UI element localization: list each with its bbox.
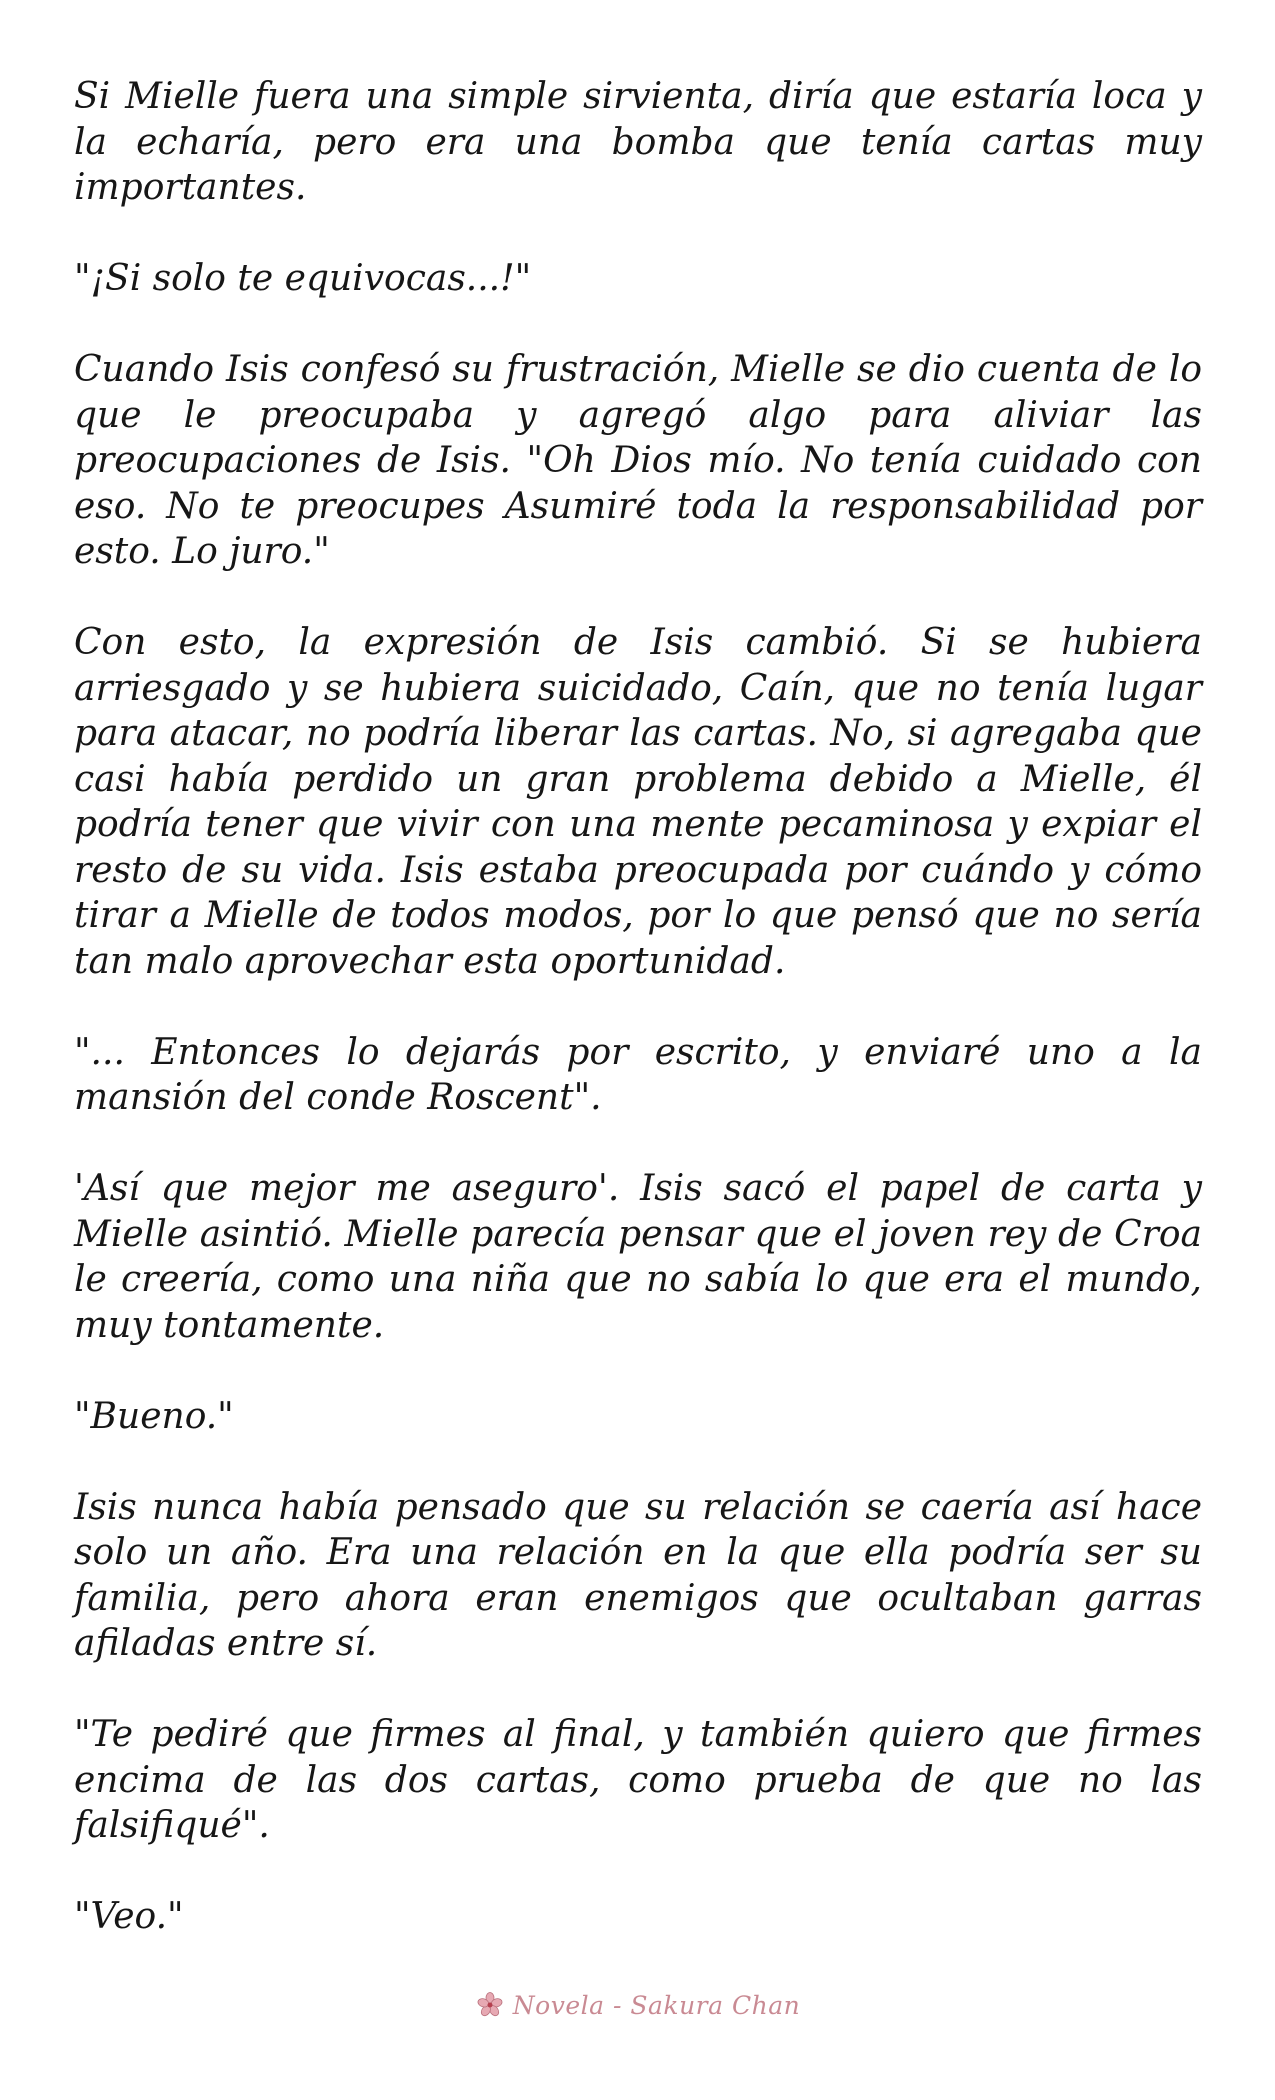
- paragraph-3: Cuando Isis confesó su frustración, Mielle se dio cuenta de lo que le preocupaba y agregó algo para aliviar las preocupaciones de Isis. "Oh Dios mío. No tenía cuidado con eso. No te preocupes Asumiré toda la responsabilidad por esto. Lo juro.": [74, 349, 1202, 572]
- paragraph-8: Isis nunca había pensado que su relación se caería así hace solo un año. Era una relación en la que ella podría ser su familia, pero ahora eran enemigos que ocultaban garras afiladas entre sí.: [74, 1486, 1202, 1664]
- paragraph-9: "Te pediré que firmes al final, y también quiero que firmes encima de las dos cartas, como prueba de que no las falsifiqué".: [74, 1714, 1202, 1846]
- paragraph-4: Con esto, la expresión de Isis cambió. Si se hubiera arriesgado y se hubiera suicidado, Caín, que no tenía lugar para atacar, no podría liberar las cartas. No, si agregaba que casi había perdido un gran problema debido a Mielle, él podría tener que vivir con una mente pecaminosa y expiar el resto de su vida. Isis estaba preocupada por cuándo y cómo tirar a Mielle de todos modos, por lo que pensó que no sería tan malo aprovechar esta oportunidad.: [74, 622, 1202, 982]
- paragraph-7: "Bueno.": [74, 1395, 234, 1437]
- paragraph-10: "Veo.": [74, 1896, 184, 1937]
- paragraph-1: Si Mielle fuera una simple sirvienta, diría que estaría loca y la echaría, pero era una bomba que tenía cartas muy importantes.: [74, 76, 1202, 208]
- watermark-text: Novela - Sakura Chan: [512, 1990, 801, 2020]
- paragraph-5: "... Entonces lo dejarás por escrito, y enviaré uno a la mansión del conde Roscent".: [74, 1031, 1202, 1118]
- document-body: [74, 74, 1202, 1940]
- sakura-flower-icon: [475, 1990, 505, 2020]
- paragraph-6: 'Así que mejor me aseguro'. Isis sacó el papel de carta y Mielle asintió. Mielle parecía pensar que el joven rey de Croa le creería, como una niña que no sabía lo que era el mundo, muy tontamente.: [74, 1168, 1202, 1346]
- paragraph-2: "¡Si solo te equivocas...!": [74, 258, 532, 299]
- watermark: [0, 1990, 1275, 2020]
